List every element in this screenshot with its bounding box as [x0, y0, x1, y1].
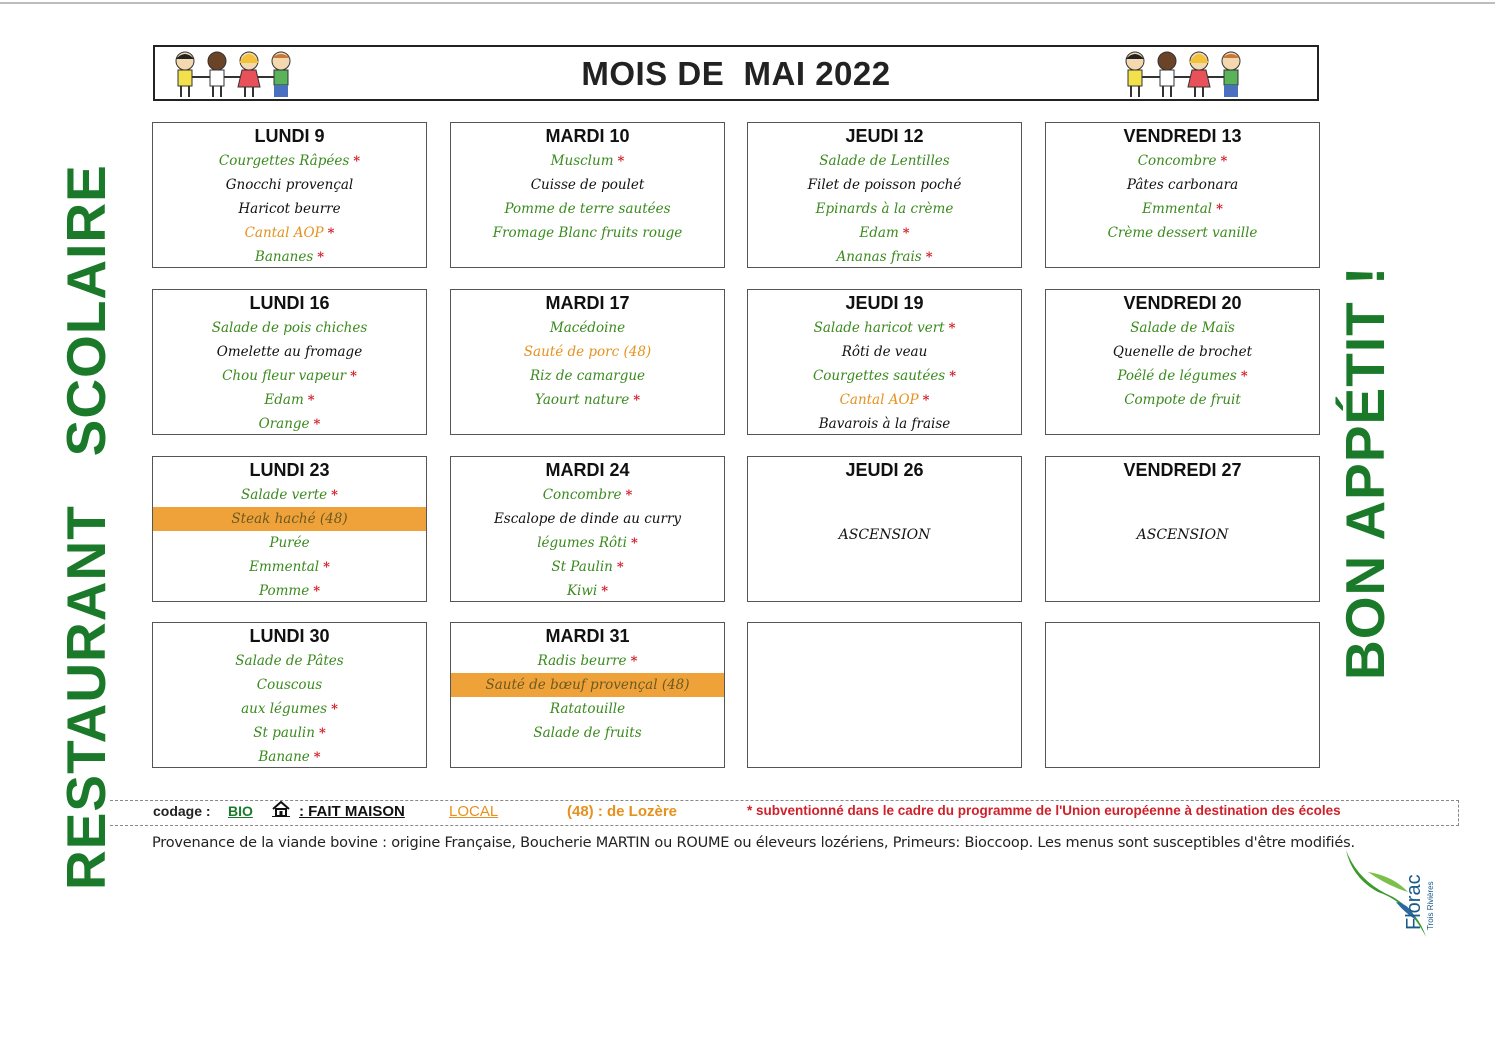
- day-box: [450, 456, 725, 602]
- menu-item: [153, 340, 426, 364]
- menu-item: [451, 221, 724, 245]
- menu-item: [1046, 340, 1319, 364]
- menu-item: [451, 340, 724, 364]
- day-box: [747, 289, 1022, 435]
- menu-item: [153, 579, 426, 603]
- menu-item-text: Cantal AOP: [839, 392, 919, 408]
- menu-item-text: Salade haricot vert: [813, 320, 945, 336]
- menu-item-text: Ananas frais: [836, 249, 922, 265]
- menu-item: [153, 412, 426, 436]
- menu-item-text: Cuisse de poulet: [530, 177, 645, 193]
- day-box: [1045, 456, 1320, 602]
- day-box: [1045, 122, 1320, 268]
- subsidy-star-icon: *: [601, 584, 609, 599]
- subsidy-star-icon: *: [616, 560, 624, 575]
- day-title: MARDI 17: [545, 293, 630, 313]
- menu-item-text: St Paulin: [551, 559, 613, 575]
- menu-item: [748, 197, 1021, 221]
- menu-item: [153, 555, 426, 579]
- menu-item: [451, 149, 724, 173]
- legend-lozere: (48) : de Lozère: [567, 803, 678, 820]
- day-box: [747, 122, 1022, 268]
- subsidy-star-icon: *: [902, 226, 910, 241]
- subsidy-star-icon: *: [331, 488, 338, 503]
- menu-item-text: Sauté de bœuf provençal (48): [485, 677, 690, 693]
- day-title: LUNDI 16: [249, 293, 330, 313]
- subsidy-star-icon: *: [617, 154, 625, 169]
- menu-item-text: Sauté de porc (48): [523, 344, 652, 360]
- menu-item: [451, 388, 724, 412]
- subsidy-star-icon: *: [625, 488, 633, 503]
- menu-item-text: Salade de fruits: [533, 725, 642, 741]
- menu-item-text: Radis beurre: [537, 653, 627, 669]
- menu-item-text: Ratatouille: [549, 701, 626, 717]
- menu-item-text: Emmental: [249, 559, 320, 575]
- day-title: MARDI 31: [545, 626, 630, 646]
- menu-item-text: Orange: [258, 416, 310, 432]
- holiday-label: ASCENSION: [1136, 527, 1229, 543]
- holiday-label: ASCENSION: [838, 527, 931, 543]
- menu-item-text: Crème dessert vanille: [1107, 225, 1258, 241]
- subsidy-star-icon: *: [1220, 154, 1228, 169]
- menu-item-text: Edam: [264, 392, 304, 408]
- menu-item-text: Pomme de terre sautées: [504, 201, 671, 217]
- side-text-bon-appetit: BON APPÉTIT !: [1334, 265, 1396, 680]
- menu-items: [451, 149, 724, 245]
- day-title: VENDREDI 13: [1123, 126, 1242, 146]
- subsidy-star-icon: *: [317, 250, 325, 265]
- menu-item-text: Compote de fruit: [1124, 392, 1241, 408]
- legend-bio: BIO: [228, 803, 253, 819]
- menu-item: [451, 649, 724, 673]
- day-box: [450, 122, 725, 268]
- legend-fait-maison: : FAIT MAISON: [299, 803, 405, 820]
- day-title: JEUDI 19: [845, 293, 924, 313]
- menu-items: [153, 483, 426, 603]
- menu-item: [748, 412, 1021, 436]
- menu-item: [451, 697, 724, 721]
- day-title: JEUDI 26: [845, 460, 924, 480]
- menu-items: [153, 316, 426, 436]
- subsidy-star-icon: *: [922, 393, 930, 408]
- subsidy-star-icon: *: [1216, 202, 1223, 217]
- menu-item-text: Epinards à la crème: [815, 201, 954, 217]
- day-box: [1045, 289, 1320, 435]
- menu-item: [451, 316, 724, 340]
- menu-item-text: Haricot beurre: [238, 201, 341, 217]
- day-title: MARDI 10: [545, 126, 630, 146]
- menu-item: [1046, 197, 1319, 221]
- menu-item: [748, 221, 1021, 245]
- menu-items: [153, 649, 426, 769]
- menu-item: [748, 173, 1021, 197]
- day-box: [152, 122, 427, 268]
- menu-item-text: Riz de camargue: [529, 368, 646, 384]
- menu-item-text: Edam: [859, 225, 899, 241]
- side-text-restaurant-scolaire: RESTAURANT SCOLAIRE: [55, 164, 117, 890]
- subsidy-star-icon: *: [318, 726, 326, 741]
- subsidy-star-icon: *: [313, 750, 321, 765]
- page-title: MOIS DE MAI 2022: [581, 55, 891, 92]
- menu-item-text: Bananes: [254, 249, 314, 265]
- menu-item: [451, 673, 724, 697]
- subsidy-star-icon: *: [925, 250, 933, 265]
- subsidy-star-icon: *: [948, 321, 956, 336]
- menu-item: [451, 507, 724, 531]
- subsidy-star-icon: *: [353, 154, 361, 169]
- menu-item-text: Kiwi: [566, 583, 598, 599]
- menu-item-text: Concombre: [542, 487, 622, 503]
- menu-item-text: Musclum: [550, 153, 614, 169]
- day-title: [1046, 625, 1319, 647]
- menu-item: [153, 197, 426, 221]
- subsidy-star-icon: *: [633, 393, 641, 408]
- menu-items: [1046, 149, 1319, 245]
- menu-item: [153, 149, 426, 173]
- menu-item: [153, 745, 426, 769]
- subsidy-star-icon: *: [350, 369, 357, 384]
- menu-item-text: Bavarois à la fraise: [818, 416, 951, 432]
- day-title: LUNDI 30: [249, 626, 330, 646]
- menu-item: [153, 649, 426, 673]
- subsidy-star-icon: *: [630, 654, 638, 669]
- subsidy-star-icon: *: [630, 536, 638, 551]
- menu-item-text: Salade de Lentilles: [819, 153, 950, 169]
- menu-item: [748, 245, 1021, 269]
- day-box: [747, 622, 1022, 768]
- menu-item-text: Escalope de dinde au curry: [493, 511, 682, 527]
- menu-item-text: Rôti de veau: [841, 344, 928, 360]
- day-title: JEUDI 12: [845, 126, 924, 146]
- subsidy-star-icon: *: [331, 702, 338, 717]
- menu-item: [153, 173, 426, 197]
- menu-item-text: Courgettes sautées: [812, 368, 946, 384]
- menu-item-text: Courgettes Râpées: [218, 153, 350, 169]
- menu-item: [153, 483, 426, 507]
- menu-item: [1046, 149, 1319, 173]
- menu-item: [451, 197, 724, 221]
- menu-item: [1046, 388, 1319, 412]
- day-title: [748, 625, 1021, 647]
- day-box: [450, 622, 725, 768]
- menu-item-text: Salade de Pâtes: [235, 653, 344, 669]
- menu-item: [1046, 364, 1319, 388]
- legend-codage: codage :: [153, 803, 211, 819]
- menu-item: [153, 221, 426, 245]
- day-box: [747, 456, 1022, 602]
- menu-item-text: Quenelle de brochet: [1112, 344, 1253, 360]
- subsidy-star-icon: *: [323, 560, 330, 575]
- subsidy-star-icon: *: [307, 393, 315, 408]
- menu-item: [153, 697, 426, 721]
- subsidy-star-icon: *: [1240, 369, 1248, 384]
- menu-item: [153, 316, 426, 340]
- subsidy-star-icon: *: [949, 369, 957, 384]
- menu-items: [451, 649, 724, 745]
- day-box: [450, 289, 725, 435]
- menu-item: [153, 245, 426, 269]
- legend-subvention: * subventionné dans le cadre du programme de l'Union européenne à destination des écoles: [747, 803, 1341, 818]
- menu-item-text: Macédoine: [549, 320, 626, 336]
- menu-item-text: Chou fleur vapeur: [222, 368, 347, 384]
- menu-item: [153, 388, 426, 412]
- menu-item-text: Yaourt nature: [534, 392, 630, 408]
- legend-local: LOCAL: [449, 803, 499, 820]
- menu-item-text: Poêlé de légumes: [1117, 368, 1237, 384]
- menu-item: [451, 555, 724, 579]
- menu-item-text: Concombre: [1137, 153, 1217, 169]
- menu-items: [1046, 316, 1319, 412]
- menu-item-text: Emmental: [1142, 201, 1213, 217]
- title-bar: [153, 45, 1319, 101]
- menu-item: [451, 579, 724, 603]
- menu-item-text: Pomme: [258, 583, 310, 599]
- menu-item: [748, 316, 1021, 340]
- logo-name: Florac: [1403, 874, 1425, 930]
- house-icon: [272, 801, 290, 817]
- menu-item-text: Salade verte: [241, 487, 328, 503]
- menu-item: [748, 364, 1021, 388]
- provenance-note: Provenance de la viande bovine : origine Française, Boucherie MARTIN ou ROUME ou éleveurs lozériens, Primeurs: Bioccoop. Les menus sont susceptibles d'être modifiés.: [152, 835, 1355, 851]
- menu-item: [451, 531, 724, 555]
- subsidy-star-icon: *: [327, 226, 335, 241]
- menu-item-text: Steak haché (48): [231, 511, 348, 527]
- menu-item: [153, 531, 426, 555]
- menu-items: [451, 483, 724, 603]
- menu-items: [748, 149, 1021, 269]
- menu-item-text: Purée: [269, 535, 310, 551]
- day-title: LUNDI 9: [254, 126, 325, 146]
- menu-item-text: Cantal AOP: [244, 225, 324, 241]
- menu-item: [451, 364, 724, 388]
- menu-item: [748, 149, 1021, 173]
- menu-item: [1046, 173, 1319, 197]
- subsidy-star-icon: *: [313, 584, 321, 599]
- menu-item-text: Salade de pois chiches: [211, 320, 368, 336]
- menu-item-text: Pâtes carbonara: [1126, 177, 1239, 193]
- menu-item: [748, 340, 1021, 364]
- menu-item: [1046, 316, 1319, 340]
- menu-item: [451, 721, 724, 745]
- menu-item-text: Gnocchi provençal: [225, 177, 354, 193]
- day-box: [152, 622, 427, 768]
- menu-item: [153, 364, 426, 388]
- menu-item-text: Banane: [258, 749, 310, 765]
- menu-item: [748, 388, 1021, 412]
- menu-item: [451, 173, 724, 197]
- logo-subtitle: Trois Rivières: [1426, 881, 1435, 930]
- menu-item: [451, 483, 724, 507]
- menu-item-text: légumes Rôti: [537, 535, 627, 551]
- menu-item: [1046, 221, 1319, 245]
- menu-items: [748, 316, 1021, 436]
- menu-item-text: Fromage Blanc fruits rouge: [492, 225, 683, 241]
- menu-item-text: Filet de poisson poché: [807, 177, 962, 193]
- day-title: VENDREDI 20: [1123, 293, 1242, 313]
- menu-items: [153, 149, 426, 269]
- menu-item: [153, 673, 426, 697]
- menu-item-text: Salade de Maïs: [1130, 320, 1235, 336]
- children-illustration-right: [1117, 49, 1257, 99]
- menu-item-text: Couscous: [256, 677, 323, 693]
- day-box: [152, 289, 427, 435]
- menu-item-text: St paulin: [253, 725, 315, 741]
- day-title: LUNDI 23: [249, 460, 330, 480]
- menu-item-text: aux légumes: [241, 701, 328, 717]
- day-box: [1045, 622, 1320, 768]
- subsidy-star-icon: *: [313, 417, 321, 432]
- menu-item: [153, 721, 426, 745]
- menu-item: [153, 507, 426, 531]
- scan-top-line: [0, 2, 1495, 4]
- menu-items: [451, 316, 724, 412]
- menu-item-text: Omelette au fromage: [216, 344, 363, 360]
- day-box: [152, 456, 427, 602]
- day-title: VENDREDI 27: [1123, 460, 1242, 480]
- day-title: MARDI 24: [545, 460, 630, 480]
